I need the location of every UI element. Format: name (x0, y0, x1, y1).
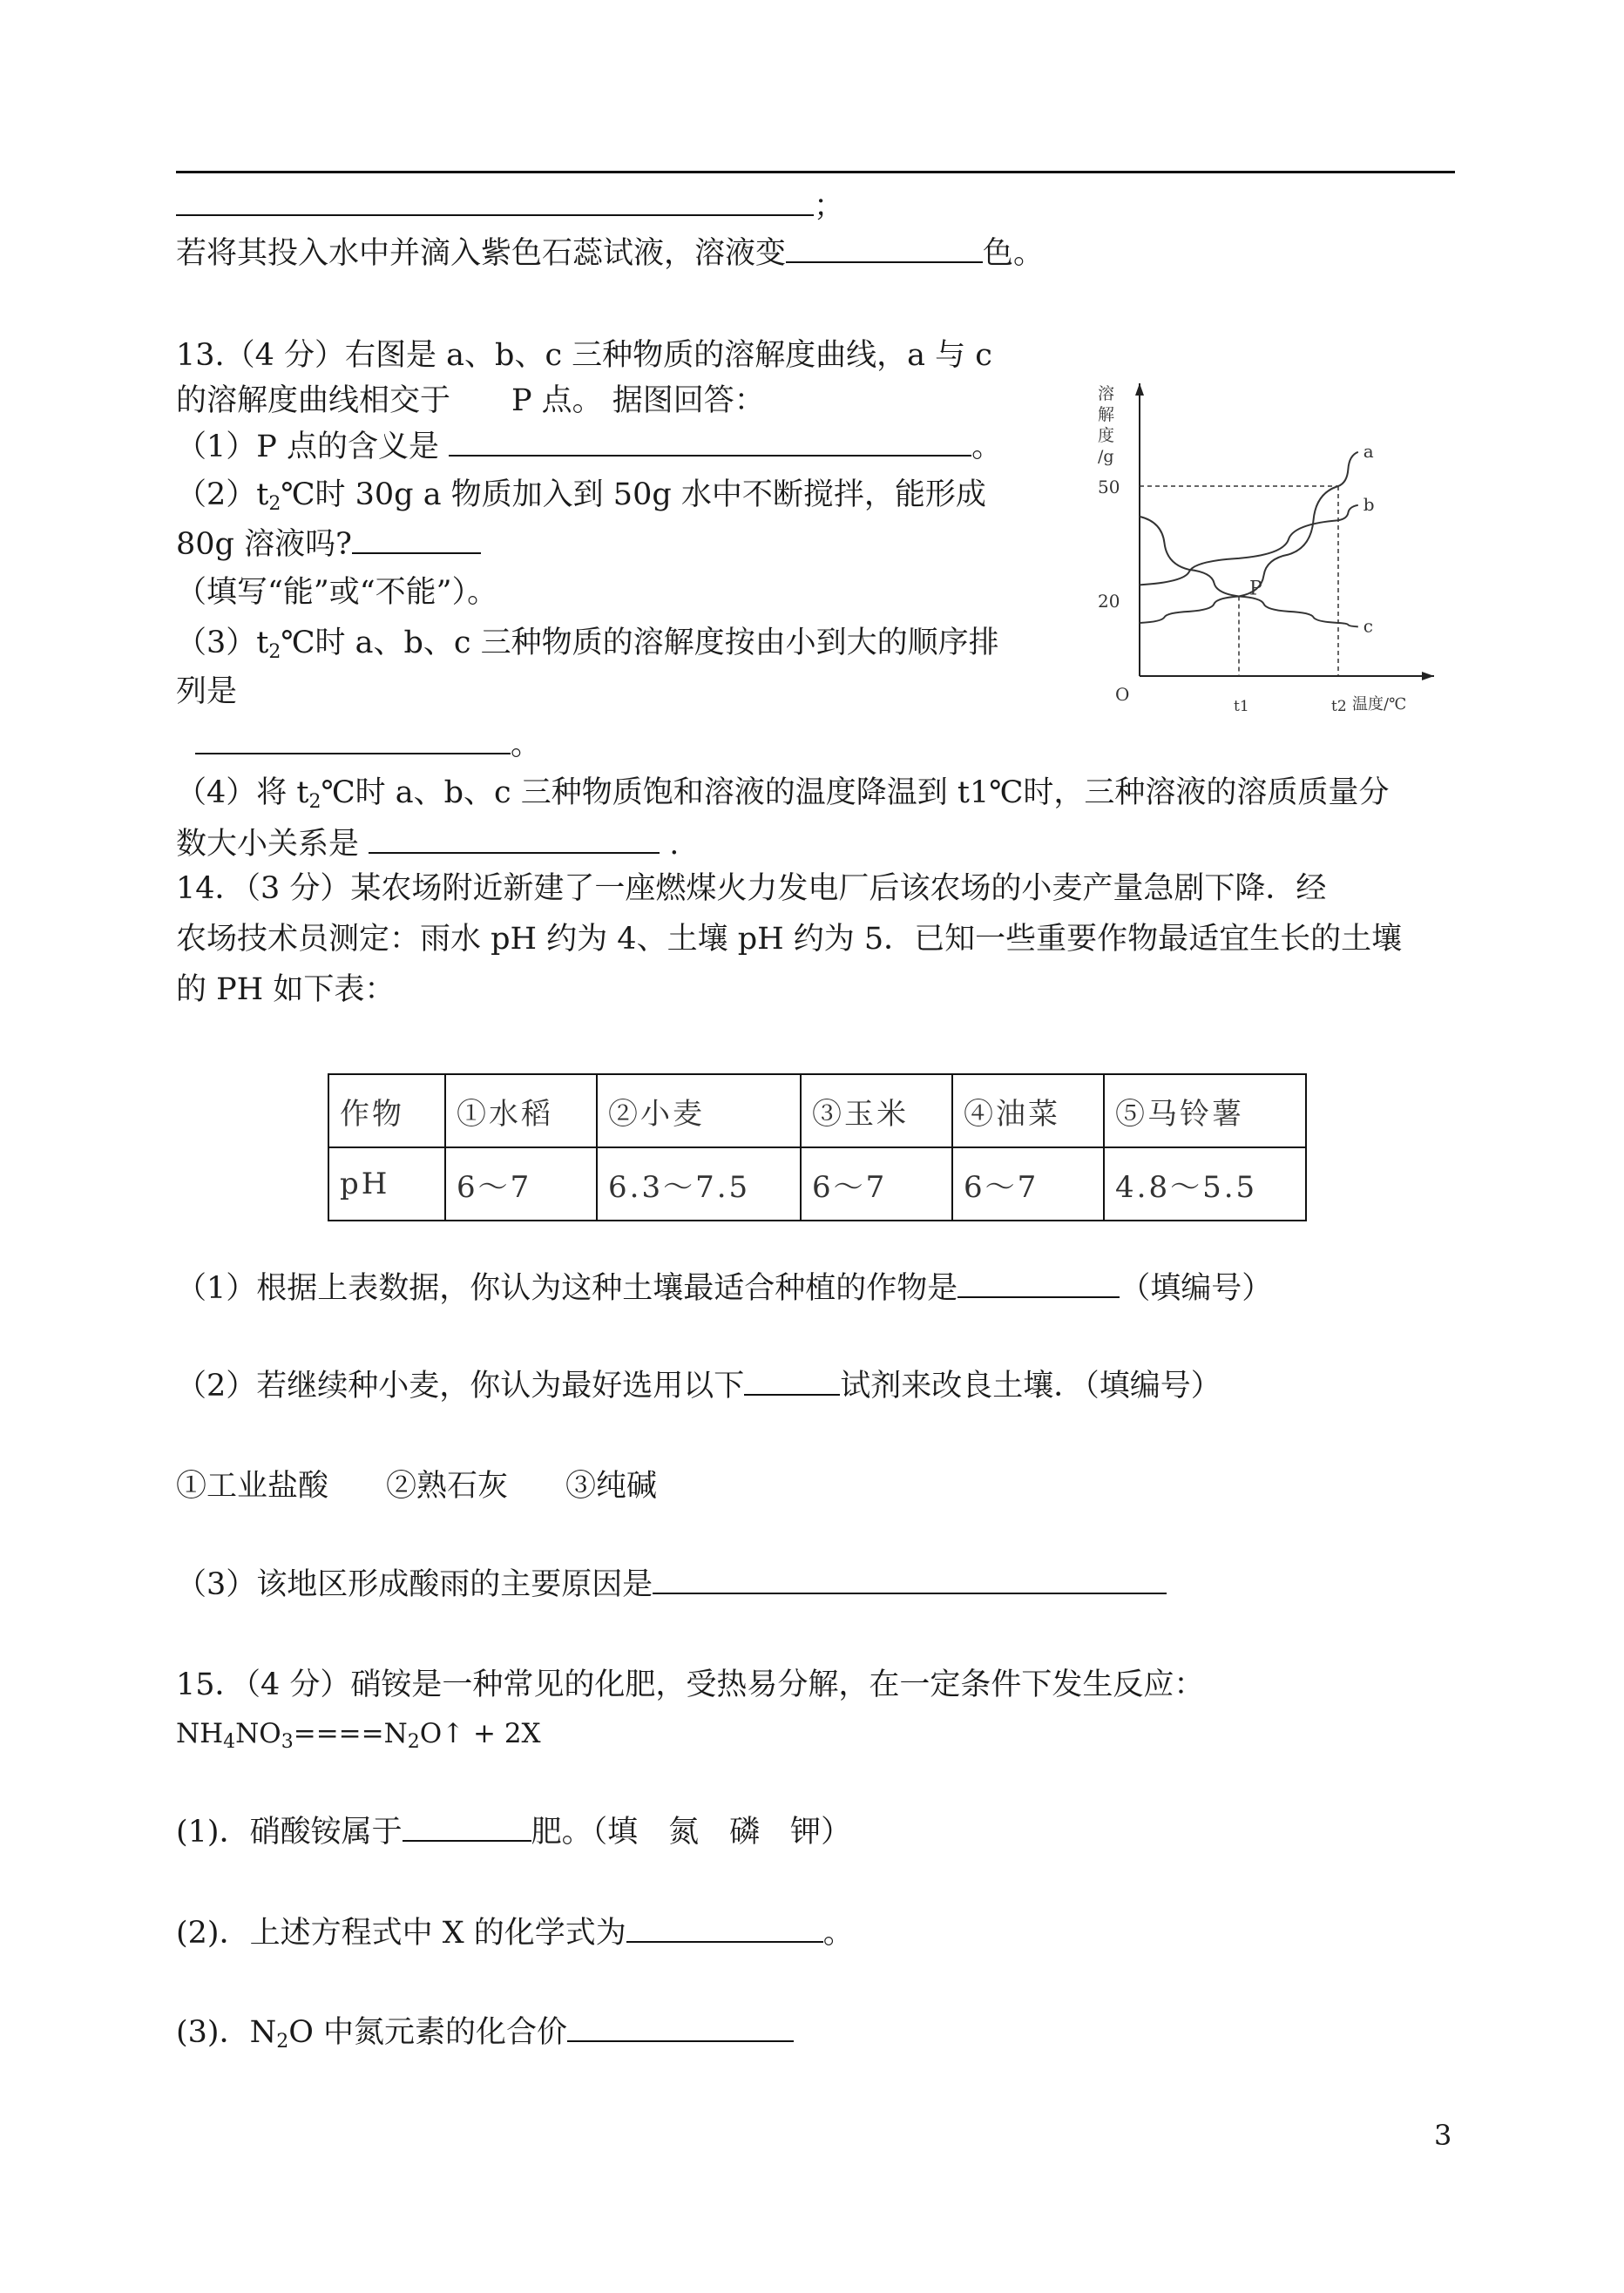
q14-part-1: （1）根据上表数据，你认为这种土壤最适合种植的作物是 （填编号） (176, 1267, 1272, 1309)
series-line-c (1140, 517, 1358, 626)
chart-axes (1135, 383, 1434, 680)
q14-part-2: （2）若继续种小麦，你认为最好选用以下 试剂来改良土壤．（填编号） (176, 1364, 1221, 1407)
table-cell: ⑤马铃薯 (1104, 1074, 1306, 1147)
table-cell: 6～7 (952, 1147, 1104, 1221)
q14-line-2: 农场技术员测定：雨水 pH 约为 4、土壤 pH 约为 5．已知一些重要作物最适宜生长的土壤 (176, 922, 1403, 957)
page-number: 3 (1434, 2119, 1452, 2152)
prev-line-2: 若将其投入水中并滴入紫色石蕊试液，溶液变 色。 (176, 232, 1044, 274)
q13-line-2: 的溶解度曲线相交于 P 点。 据图回答： (176, 383, 765, 418)
answer-blank[interactable] (294, 185, 814, 216)
series-label-b: b (1363, 493, 1375, 515)
table-cell: ④油菜 (952, 1074, 1104, 1147)
table-header-row (328, 1074, 1306, 1147)
answer-blank[interactable] (786, 232, 983, 263)
y-axis-label: 溶解度/g (1098, 384, 1115, 466)
ph-table (328, 1073, 1307, 1221)
x-tick-label: t1 (1234, 698, 1249, 715)
q13-part-3a: $(3)t_2℃$时 a、b、c 三种物质的溶解度按由小到大的顺序排 (176, 626, 999, 663)
answer-blank[interactable] (195, 723, 511, 754)
option: ③纯碱 (565, 1469, 658, 1504)
solubility-chart (1086, 373, 1451, 739)
answer-blank[interactable] (653, 1563, 1167, 1594)
answer-blank[interactable] (176, 185, 294, 216)
q14-line-1: 14．（3 分）某农场附近新建了一座燃煤火力发电厂后该农场的小麦产量急剧下降．经 (176, 871, 1327, 906)
prev-line-1 (176, 185, 844, 227)
q13-part-3b: 列是 (176, 674, 238, 709)
answer-blank[interactable] (957, 1267, 1120, 1298)
answer-blank[interactable] (626, 1911, 823, 1943)
series-line-b (1140, 505, 1358, 585)
table-cell: ③玉米 (801, 1074, 952, 1147)
table-cell: 6～7 (445, 1147, 597, 1221)
q15-equation: $NH_4NO_3====N_2O↑ + 2X$ (176, 1718, 541, 1753)
table-cell: 6.3～7.5 (597, 1147, 801, 1221)
q13-part-2a: $(2)t_2℃$时 30g a 物质加入到 50g 水中不断搅拌，能形成 (176, 477, 986, 515)
y-tick-label: 20 (1098, 590, 1120, 612)
point-p-label: P (1249, 578, 1262, 600)
chart-series (1140, 452, 1358, 627)
option: ①工业盐酸 (176, 1469, 329, 1504)
q13-part-1: （1）P 点的含义是 。 (176, 425, 1002, 468)
table-cell: ①水稻 (445, 1074, 597, 1147)
q13-part-2c: （填写“能”或“不能”）。 (176, 575, 498, 610)
q15-part-3: (3)．$N_2O$ 中氮元素的化合价 (176, 2011, 794, 2063)
series-label-c: c (1363, 615, 1374, 637)
table-cell: pH (328, 1147, 445, 1221)
answer-blank[interactable] (352, 523, 481, 554)
q14-part-3: （3）该地区形成酸雨的主要原因是 (176, 1563, 1167, 1606)
series-label-a: a (1363, 440, 1374, 462)
y-axis-arrow (1135, 383, 1144, 396)
x-axis-label: 温度/℃ (1352, 695, 1407, 714)
answer-blank[interactable] (744, 1364, 840, 1396)
table-cell: 4.8～5.5 (1104, 1147, 1306, 1221)
q15-line-1: 15．（4 分）硝铵是一种常见的化肥，受热易分解，在一定条件下发生反应： (176, 1667, 1205, 1702)
table-cell: ②小麦 (597, 1074, 801, 1147)
q13-part-4a: （4）将 $t_2℃$时 a、b、c 三种物质饱和溶液的温度降温到 t1℃时，三种溶液的溶质质量分 (176, 775, 1390, 813)
header-rule (176, 171, 1455, 173)
chart-labels (1098, 384, 1406, 715)
option: ②熟石灰 (386, 1469, 509, 1504)
answer-blank[interactable] (567, 2011, 794, 2042)
origin-label: O (1115, 684, 1130, 705)
q14-line-3: 的 PH 如下表： (176, 972, 396, 1007)
q13-part-4b: 数大小关系是 . (176, 822, 679, 865)
q13-part-2b: 80g 溶液吗? (176, 523, 481, 565)
answer-blank[interactable] (449, 425, 971, 457)
table-cell: 6～7 (801, 1147, 952, 1221)
answer-blank[interactable] (369, 822, 660, 854)
table-row (328, 1147, 1306, 1221)
q13-part-3c: 。 (195, 723, 541, 766)
table-cell: 作物 (328, 1074, 445, 1147)
answer-blank[interactable] (403, 1810, 531, 1842)
x-axis-arrow (1422, 672, 1434, 680)
y-tick-label: 50 (1098, 477, 1120, 497)
q13-line-1: 13.（4 分）右图是 a、b、c 三种物质的溶解度曲线，a 与 c (176, 338, 992, 373)
q14-options (176, 1465, 657, 1507)
q15-part-2: (2)．上述方程式中 X 的化学式为 。 (176, 1911, 854, 1954)
x-tick-label: t2 (1331, 698, 1347, 715)
q15-part-1: (1)．硝酸铵属于 肥。（填 氮 磷 钾） (176, 1810, 851, 1853)
punct: ； (814, 189, 845, 224)
